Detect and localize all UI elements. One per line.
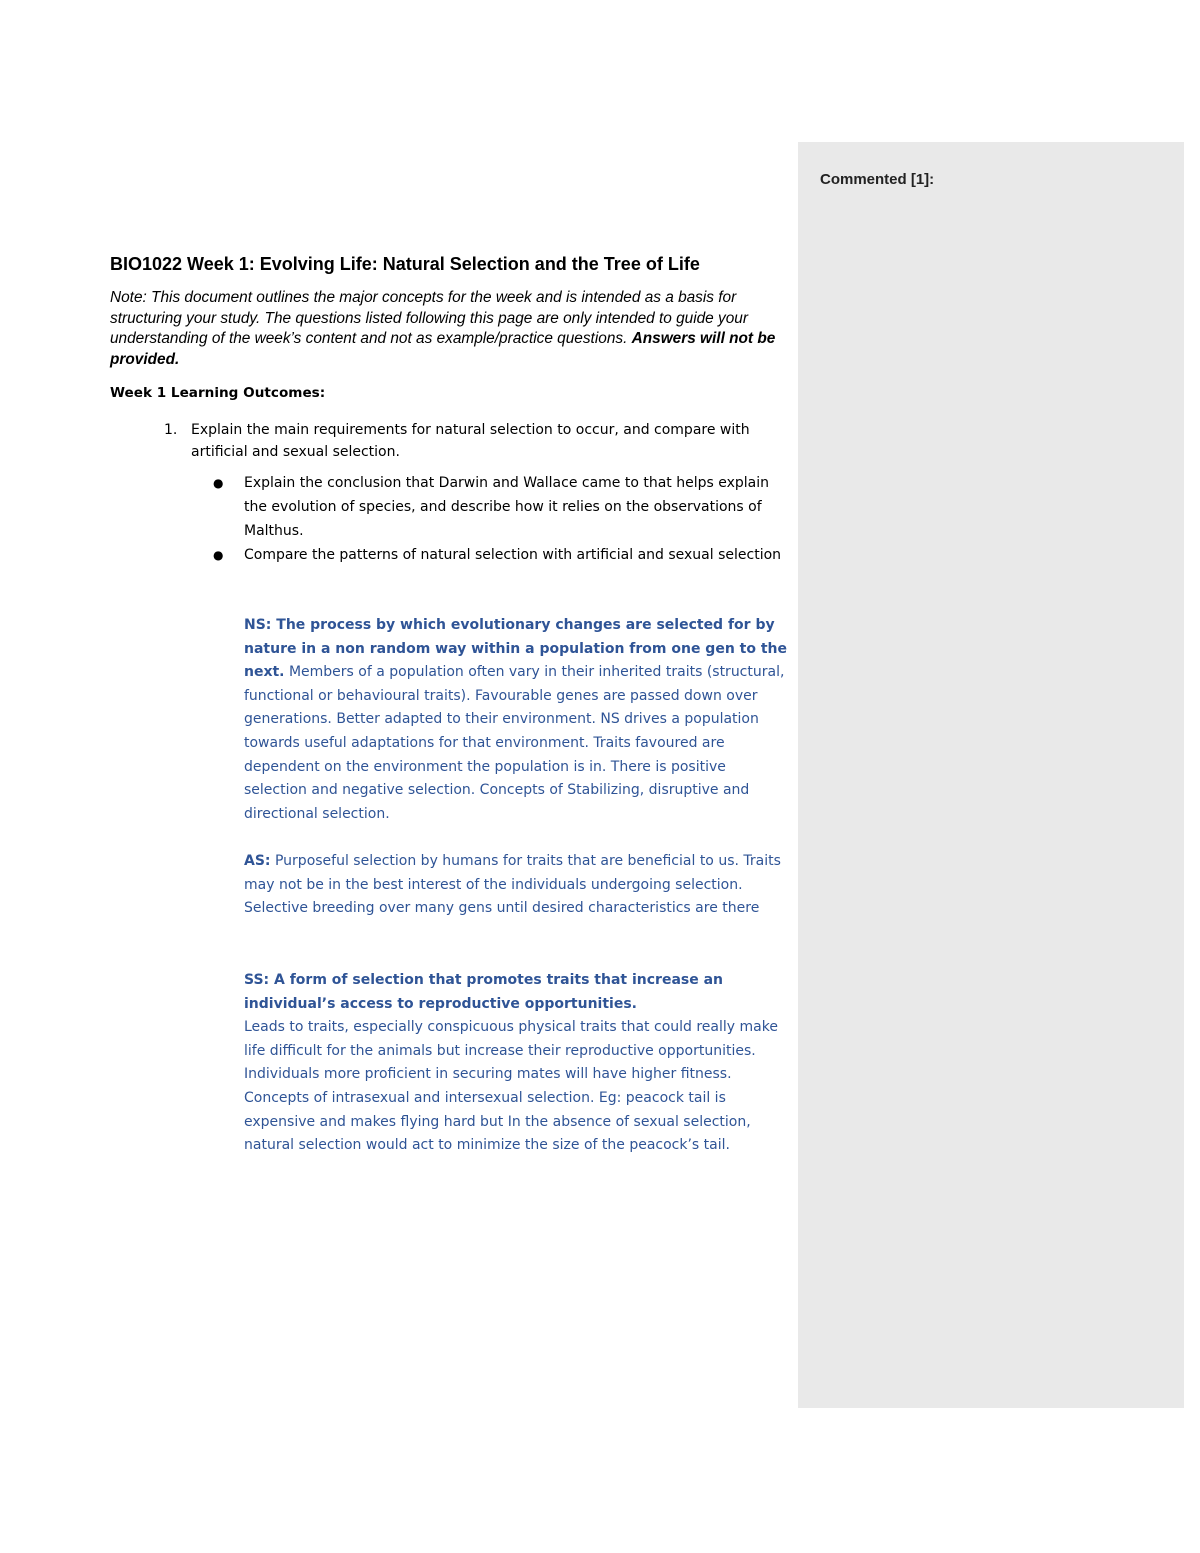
- study-note: [110, 288, 790, 370]
- note-text: Note: This document outlines the major concepts for the week and is intended as a basis for structuring your study. The questions listed following this page are only intended to guide your understanding of the week’s content and not as example/practice questions.: [110, 289, 748, 347]
- answer-ns-definition: NS: The process by which evolutionary changes are selected for by nature in a non random way within a population from one gen to the next.: [244, 617, 788, 681]
- answer-artificial-selection: [244, 850, 792, 921]
- outcome-number: 1.: [164, 422, 178, 438]
- learning-outcome-item: [164, 420, 784, 463]
- comment-label: Commented [1]:: [820, 171, 935, 188]
- answer-as-label: AS:: [244, 853, 271, 869]
- bullet-icon: ●: [213, 476, 224, 490]
- sub-outcome-item: [213, 543, 793, 567]
- answer-natural-selection: [244, 614, 792, 826]
- sub-outcome-text: Compare the patterns of natural selection with artificial and sexual selection: [244, 547, 782, 563]
- answer-sexual-selection: [244, 969, 792, 1158]
- answer-ss-definition: SS: A form of selection that promotes traits that increase an individual’s access to reproductive opportunities.: [244, 972, 724, 1012]
- note-emphasis: Answers will not be provided.: [110, 330, 776, 368]
- bullet-icon: ●: [213, 548, 224, 562]
- answer-as-text: Purposeful selection by humans for traits that are beneficial to us. Traits may not be in the best interest of the individuals undergoing selection. Selective breeding over many gens until desired characteristics are there: [244, 853, 781, 917]
- document-title: BIO1022 Week 1: Evolving Life: Natural Selection and the Tree of Life: [110, 254, 700, 274]
- sub-outcome-item: [213, 471, 793, 543]
- learning-outcomes-heading: Week 1 Learning Outcomes:: [110, 385, 326, 401]
- comment-pane: [798, 142, 1184, 1408]
- sub-outcome-text: Explain the conclusion that Darwin and Wallace came to that helps explain the evolution of species, and describe how it relies on the observations of Malthus.: [244, 475, 770, 539]
- answer-ns-text: Members of a population often vary in their inherited traits (structural, functional or behavioural traits). Favourable genes are passed down over generations. Better adapted to their environment. NS drives a population towards useful adaptations for that environment. Traits favoured are dependent on the environment the population is in. There is positive selection and negative selection. Concepts of Stabilizing, disruptive and directional selection.: [244, 664, 785, 822]
- answer-ss-text: Leads to traits, especially conspicuous physical traits that could really make life difficult for the animals but increase their reproductive opportunities. Individuals more proficient in securing mates will have higher fitness. Concepts of intrasexual and intersexual selection. Eg: peacock tail is expensive and makes flying hard but In the absence of sexual selection, natural selection would act to minimize the size of the peacock’s tail.: [244, 1019, 778, 1154]
- outcome-text: Explain the main requirements for natural selection to occur, and compare with artificial and sexual selection.: [191, 422, 750, 460]
